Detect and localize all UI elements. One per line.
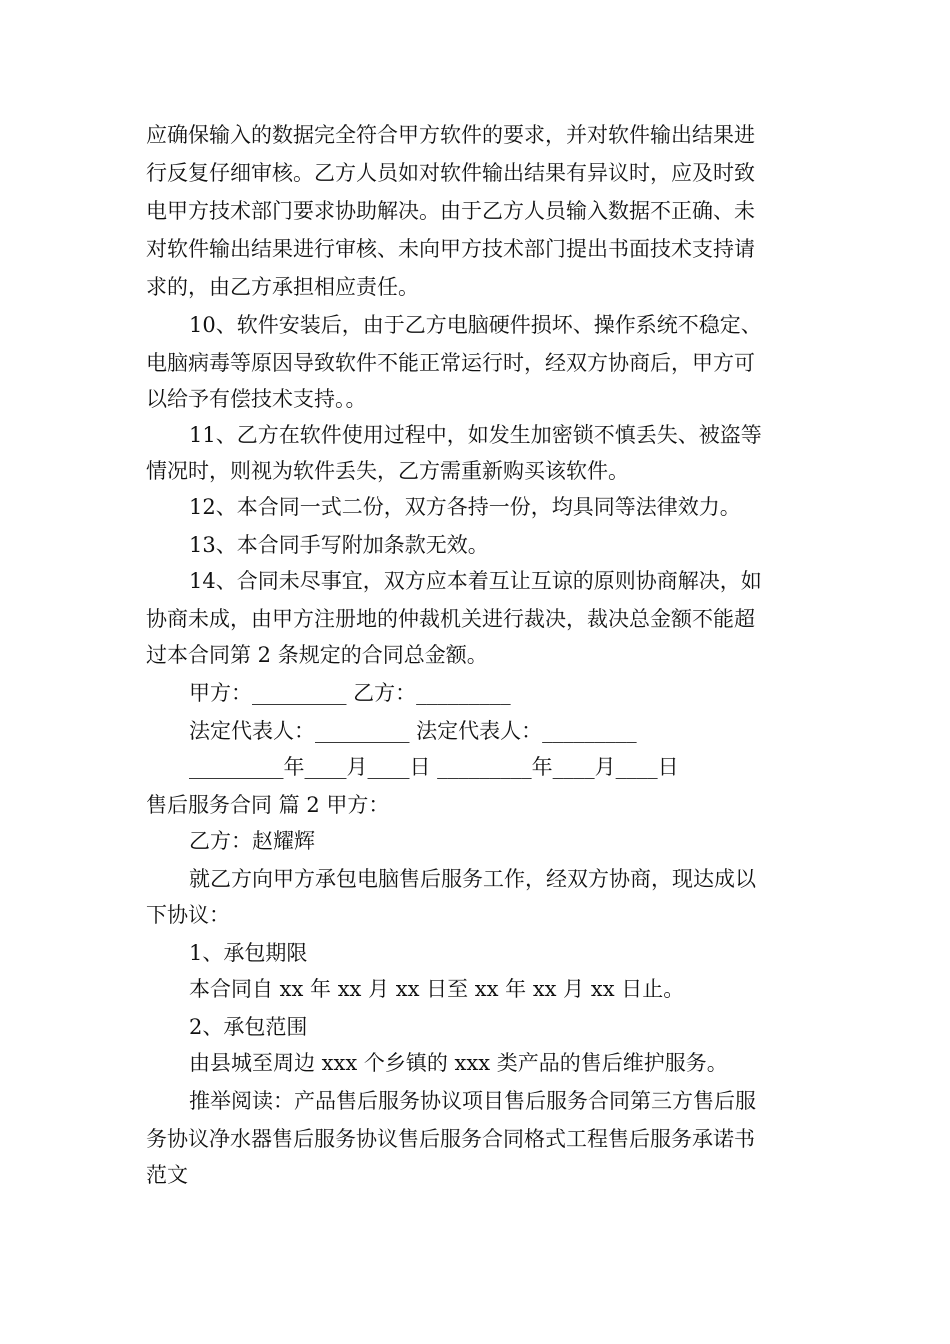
section-heading: 售后服务合同 篇 2 甲方：: [146, 793, 390, 817]
text-line: 本合同自 xx 年 xx 月 xx 日至 xx 年 xx 月 xx 日止。: [189, 977, 685, 1001]
text-line: 范文: [146, 1163, 188, 1187]
party-b-name: 乙方：赵耀辉: [189, 829, 315, 853]
clause-14: 14、合同未尽事宜，双方应本着互让互谅的原则协商解决，如: [189, 569, 762, 593]
text-line: 过本合同第 2 条规定的合同总金额。: [146, 643, 488, 667]
text-line: 应确保输入的数据完全符合甲方软件的要求，并对软件输出结果进: [146, 123, 755, 147]
text-line: 下协议：: [146, 903, 230, 927]
clause-13: 13、本合同手写附加条款无效。: [189, 533, 489, 557]
representative-signature-line: 法定代表人：_________ 法定代表人：_________: [189, 719, 637, 743]
item-heading: 1、承包期限: [189, 941, 308, 965]
text-line: 由县城至周边 xxx 个乡镇的 xxx 类产品的售后维护服务。: [189, 1051, 728, 1075]
text-line: 行反复仔细审核。乙方人员如对软件输出结果有异议时，应及时致: [146, 161, 755, 185]
item-heading: 2、承包范围: [189, 1015, 308, 1039]
text-line: 对软件输出结果进行审核、未向甲方技术部门提出书面技术支持请: [146, 237, 755, 261]
text-line: 求的，由乙方承担相应责任。: [146, 275, 419, 299]
text-line: 电脑病毒等原因导致软件不能正常运行时，经双方协商后，甲方可: [146, 351, 755, 375]
party-signature-line: 甲方：_________ 乙方：_________: [189, 681, 511, 705]
text-line: 就乙方向甲方承包电脑售后服务工作，经双方协商，现达成以: [189, 867, 756, 891]
clause-12: 12、本合同一式二份，双方各持一份，均具同等法律效力。: [189, 495, 741, 519]
recommended-reading: 推举阅读：产品售后服务协议项目售后服务合同第三方售后服: [189, 1089, 756, 1113]
text-line: 电甲方技术部门要求协助解决。由于乙方人员输入数据不正确、未: [146, 199, 755, 223]
clause-10: 10、软件安装后，由于乙方电脑硬件损坏、操作系统不稳定、: [189, 313, 762, 337]
text-line: 以给予有偿技术支持。。: [146, 387, 367, 411]
date-line: _________年____月____日 _________年____月____日: [189, 755, 679, 779]
text-line: 务协议净水器售后服务协议售后服务合同格式工程售后服务承诺书: [146, 1127, 755, 1151]
text-line: 协商未成，由甲方注册地的仲裁机关进行裁决，裁决总金额不能超: [146, 607, 755, 631]
text-line: 情况时，则视为软件丢失，乙方需重新购买该软件。: [146, 459, 629, 483]
clause-11: 11、乙方在软件使用过程中，如发生加密锁不慎丢失、被盗等: [189, 423, 762, 447]
